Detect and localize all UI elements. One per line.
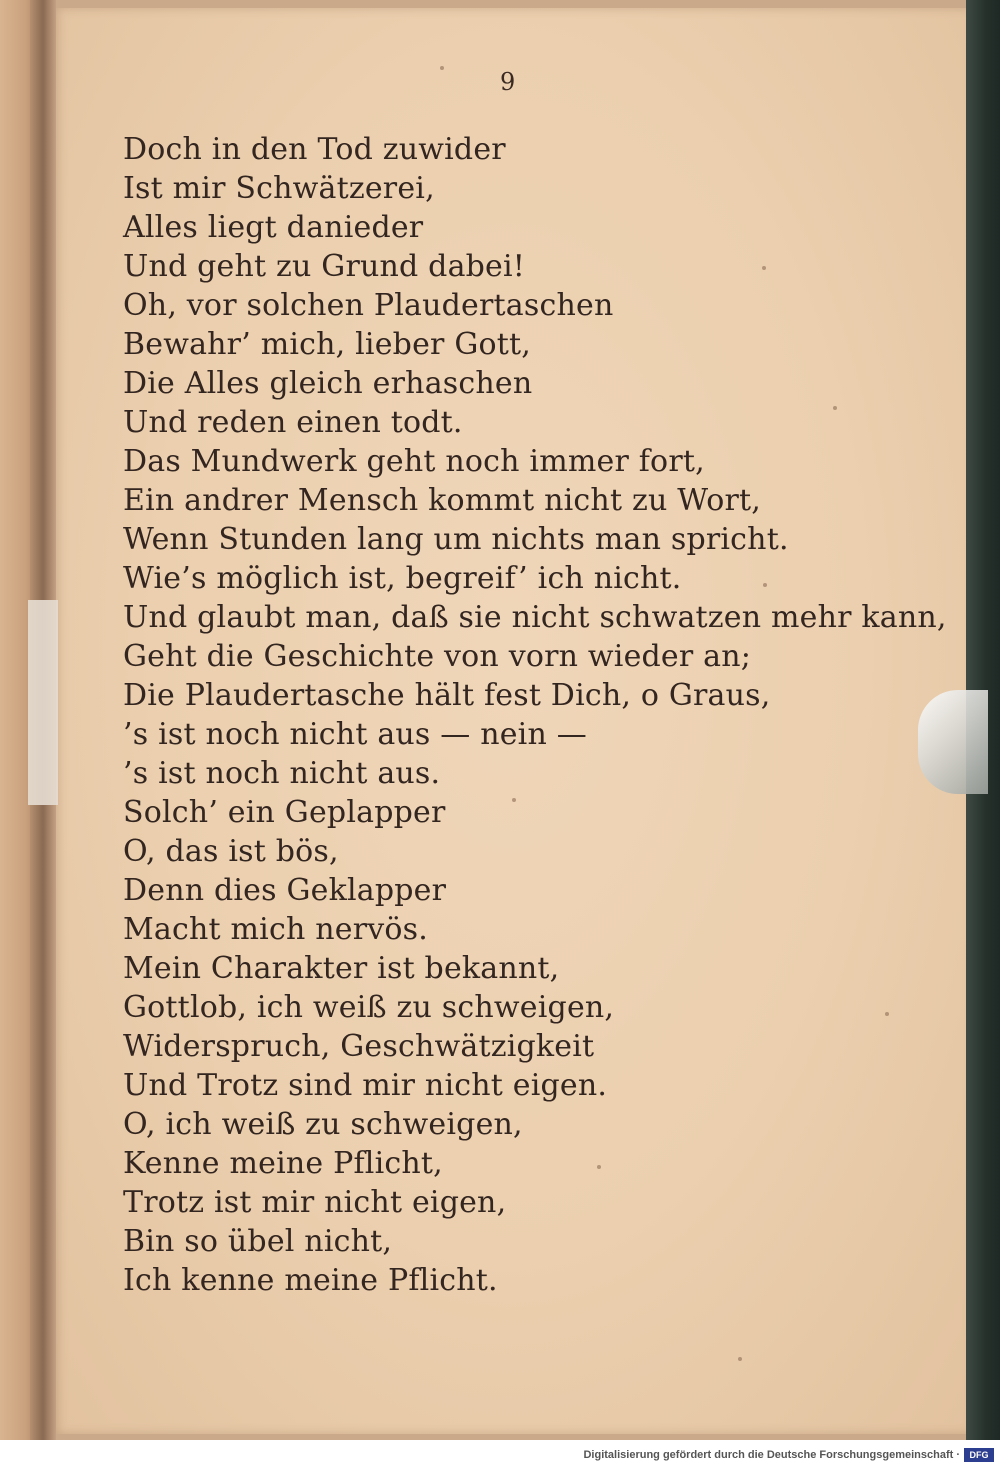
poem-line: Solch’ ein Geplapper [123, 795, 446, 830]
poem-line: Mein Charakter ist bekannt, [123, 951, 560, 986]
poem-line: Bin so übel nicht, [123, 1224, 393, 1259]
poem-line: Ein andrer Mensch kommt nicht zu Wort, [123, 483, 761, 518]
poem-line: O, das ist bös, [123, 834, 339, 869]
poem-line: ’s ist noch nicht aus — nein — [123, 717, 587, 752]
poem-line: Bewahr’ mich, lieber Gott, [123, 327, 531, 362]
poem-line: Das Mundwerk geht noch immer fort, [123, 444, 705, 479]
poem-line: Und glaubt man, daß sie nicht schwatzen mehr kann, [123, 600, 947, 635]
poem-line: Und reden einen todt. [123, 405, 463, 440]
poem-text [123, 130, 947, 1300]
poem-line: Die Alles gleich erhaschen [123, 366, 533, 401]
paper-speck [738, 1357, 742, 1361]
funding-credit: Digitalisierung gefördert durch die Deutsche Forschungsgemeinschaft · [583, 1449, 960, 1461]
tape-strip [28, 600, 58, 805]
poem-line: Wenn Stunden lang um nichts man spricht. [123, 522, 789, 557]
poem-line: Und Trotz sind mir nicht eigen. [123, 1068, 608, 1103]
poem-line: Doch in den Tod zuwider [123, 132, 506, 167]
poem-line: Geht die Geschichte von vorn wieder an; [123, 639, 752, 674]
poem-line: Und geht zu Grund dabei! [123, 249, 526, 284]
poem-line: O, ich weiß zu schweigen, [123, 1107, 523, 1142]
poem-line: Wie’s möglich ist, begreif’ ich nicht. [123, 561, 682, 596]
poem-line: Denn dies Geklapper [123, 873, 447, 908]
poem-line: Gottlob, ich weiß zu schweigen, [123, 990, 615, 1025]
dfg-logo: DFG [964, 1448, 994, 1462]
poem-line: Alles liegt danieder [123, 210, 424, 245]
page-number: 9 [500, 68, 516, 96]
poem-line: Ist mir Schwätzerei, [123, 171, 435, 206]
poem-line: Oh, vor solchen Plaudertaschen [123, 288, 614, 323]
paper-speck [440, 66, 444, 70]
poem-line: Die Plaudertasche hält fest Dich, o Graus, [123, 678, 771, 713]
poem-line: ’s ist noch nicht aus. [123, 756, 441, 791]
poem-line: Ich kenne meine Pflicht. [123, 1263, 498, 1298]
poem-line: Macht mich nervös. [123, 912, 428, 947]
poem-line: Widerspruch, Geschwätzigkeit [123, 1029, 595, 1064]
poem-line: Trotz ist mir nicht eigen, [123, 1185, 507, 1220]
poem-line: Kenne meine Pflicht, [123, 1146, 443, 1181]
